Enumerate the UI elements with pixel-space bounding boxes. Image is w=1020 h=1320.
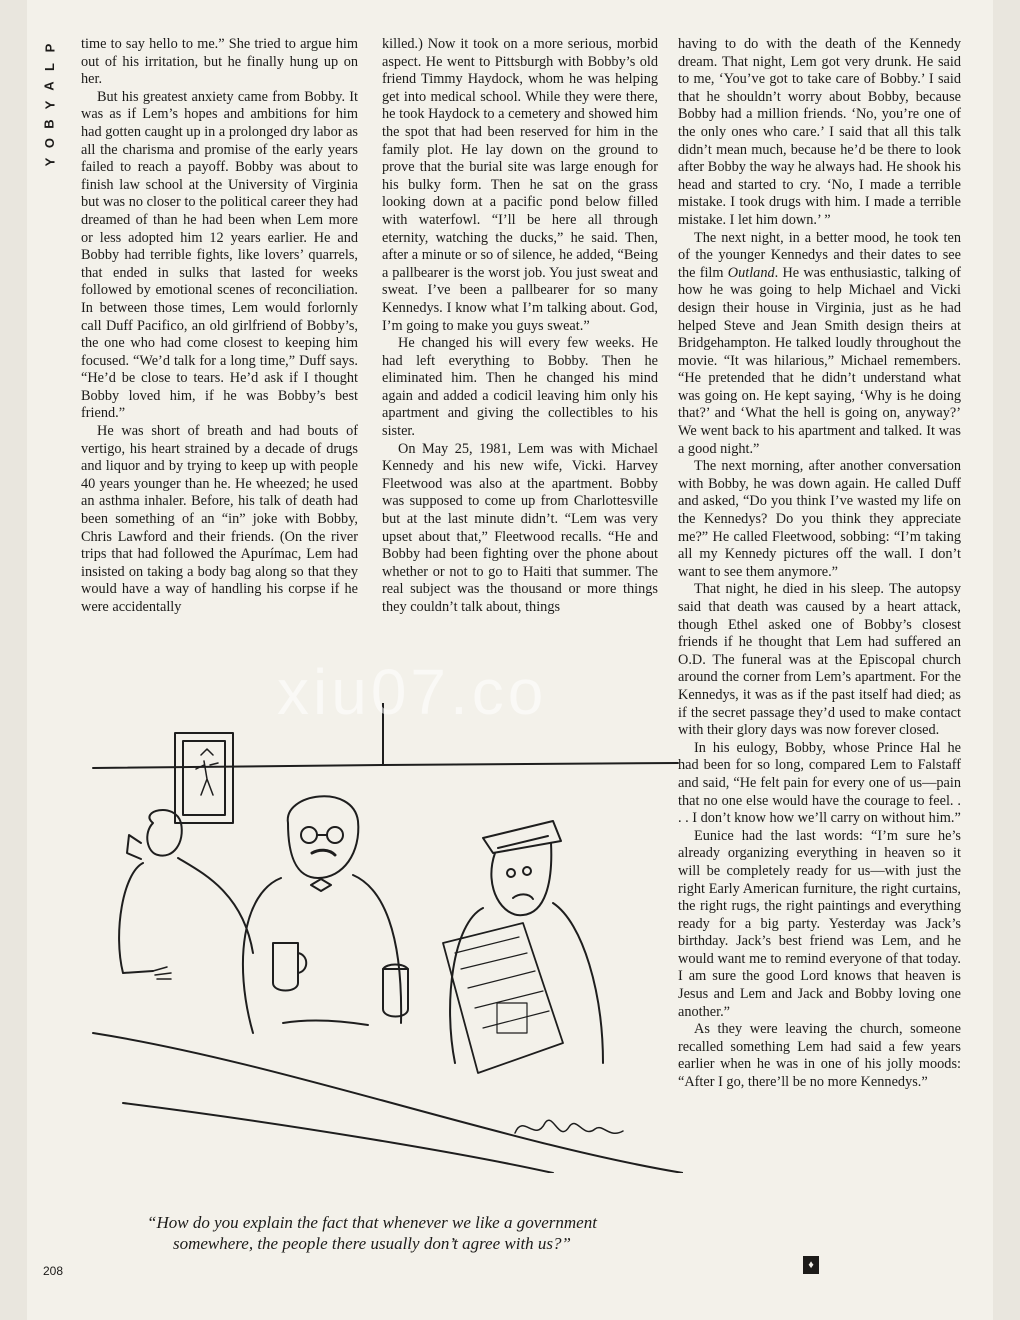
paragraph: He was short of breath and had bouts of vertigo, his heart strained by a decade of drugs and liquor and by trying to keep up with people 40 years younger than he. He wheezed; he used an asthma inhaler. Before, his talk of death had been something of an “in” joke with Bobby, Chris Lawford and their friends. (On the river trips that had followed the Apurímac, Lem had insisted on taking a body bag along so that they would have a way of handling his corpse if he were accidentally — [81, 423, 358, 615]
masthead-letter: P — [42, 42, 58, 53]
magazine-page — [27, 0, 993, 1320]
paragraph: In his eulogy, Bobby, whose Prince Hal he had been for so long, compared Lem to Falstaff and said, “He felt pain for every one of us—pain that no one else would have the courage to feel. . . . I don’t know how we’ll carry on without him.” — [678, 739, 961, 827]
paragraph: As they were leaving the church, someone recalled something Lem had said a few years earlier when he was in one of his jolly moods: “After I go, there’ll be no more Kennedys.” — [678, 1021, 961, 1091]
paragraph-text: The next night, in a better mood, he took ten of the younger Kennedys and their dates to see the film — [678, 229, 961, 281]
paragraph: having to do with the death of the Kennedy dream. That night, Lem got very drunk. He said to me, ‘You’ve got to take care of Bobby.’ I said that he shouldn’t worry about Bobby, because Bobby had a million friends. ‘No, you’re one of the only ones who care.’ I said that all this talk didn’t mean much, because he’d be there to look after Bobby the way he always had. He shook his head and started to cry. ‘No, I made a terrible mistake. I took drugs with him. I made a terrible mistake. I let him down.’ ” — [678, 36, 961, 228]
paragraph: Eunice had the last words: “I’m sure he’s already organizing everything in heaven so it will be completely ready for us—with just the right Early American furniture, the right curtains, the right rugs, the right paintings and everything ready for a big party. Yesterday was Jack’s birthday. Jack’s best friend was Lem, and he would want me to remind everyone of that today. I am sure the good Lord knows that heaven is Jesus and Lem and Jack and Bobby loving one another.” — [678, 827, 961, 1020]
cartoon-caption: “How do you explain the fact that whenever we like a government somewhere, the people there usually don’t agree with us?” — [147, 1213, 597, 1253]
watermark: xiu07.co — [277, 656, 548, 728]
paragraph: On May 25, 1981, Lem was with Michael Kennedy and his new wife, Vicki. Harvey Fleetwood was also at the apartment. Bobby was supposed to come up from Charlottesville but at the last minute didn’t. “Lem was very upset about that,” Fleetwood recalls. “He and Bobby had been fighting over the phone about whether or not to go to Haiti that summer. The real subject was the thousand or more things they couldn’t talk about, things — [382, 440, 658, 615]
paragraph: The next morning, after another conversation with Bobby, he was down again. He called Duff and asked, “Do you think I’ve wasted my life on the Kennedys? Do you think they appreciate me?” He called Fleetwood, sobbing: “I’m taking all my Kennedy pictures off the wall. I don’t want to see them anymore.” — [678, 458, 961, 580]
paragraph — [678, 230, 961, 459]
paragraph: time to say hello to me.” She tried to argue him out of his irritation, but he finally hung up on her. — [81, 36, 358, 88]
text-column-3 — [678, 36, 961, 1092]
masthead-letter: O — [42, 136, 58, 149]
text-column-1 — [81, 36, 358, 617]
masthead-letter: Y — [42, 156, 58, 167]
film-title: Outland — [727, 264, 775, 281]
playboy-masthead — [42, 38, 58, 171]
paragraph: But his greatest anxiety came from Bobby. It was as if Lem’s hopes and ambitions for him had gotten caught up in a prolonged dry labor as all the charisma and promise of the early years failed to reach a payoff. Bobby was about to finish law school at the University of Virginia but was no closer to the political career they had dreamed of than he had been when Lem more or less adopted him 12 years earlier. He and Bobby had terrible fights, like lovers’ quarrels, that ended in sulks that lasted for weeks followed by emotional scenes of reconciliation. In between those times, Lem would forlornly call Duff Pacifico, an old girlfriend of Bobby’s, the one who had come closest to keeping him focused. “We’d talk for a long time,” Duff says. “He’d be close to tears. He’d ask if I thought Bobby loved him, if he was Bobby’s best friend.” — [81, 88, 358, 422]
page-number: 208 — [43, 1264, 64, 1278]
playboy-bunny-icon: ♦ — [803, 1256, 819, 1274]
paragraph: killed.) Now it took on a more serious, morbid aspect. He went to Pittsburgh with Bobby’s old friend Timmy Haydock, whom he was helping get into medical school. While they were there, he took Haydock to a cemetery and showed him the spot that had been reserved for him in the family plot. He lay down on the ground to prove that the burial site was large enough for his bulky form. Then he sat on the grass looking down at a pacific pond below filled with waterfowl. “I’ll be here all through eternity, watching the ducks,” he said. Then, after a minute or so of silence, he added, “Being a pallbearer is the worst job. You just sweat and sweat. I’ve been a pallbearer for so many Kennedys. I know what I’m talking about. God, I’m going to make you guys sweat.” — [382, 36, 658, 334]
masthead-letter: B — [42, 118, 58, 129]
bar-cartoon-illustration — [83, 703, 683, 1173]
paragraph-text: . He was enthusiastic, talking of how he was going to help Michael and Vicki design their house in Virginia, just as he had helped Steve and Jean Smith design theirs at Bridgehampton. He talked loudly throughout the movie. “It was hilarious,” Michael remembers. “He pretended that he didn’t understand what was going on. He kept saying, ‘Why is he doing that?’ and ‘What the hell is going on, anyway?’ We went back to his apartment and talked. It was a good night.” — [678, 264, 961, 457]
paragraph: He changed his will every few weeks. He had left everything to Bobby. Then he eliminated him. Then he changed his mind again and added a codicil leaving him only his apartment and giving the collectibles to his sister. — [382, 335, 658, 440]
masthead-letter: A — [42, 80, 58, 91]
text-column-2 — [382, 36, 658, 617]
masthead-letter: Y — [42, 99, 58, 110]
masthead-letter: L — [42, 62, 58, 71]
paragraph: That night, he died in his sleep. The autopsy said that death was caused by a heart attack, though Ethel asked one of Bobby’s closest friends if he thought that Lem had suffered an O.D. The funeral was at the Episcopal church around the corner from Lem’s apartment. For the Kennedys, it was as if the past itself had died; as if the secret passage they’d used to make contact with their glory days was now forever closed. — [678, 581, 961, 739]
